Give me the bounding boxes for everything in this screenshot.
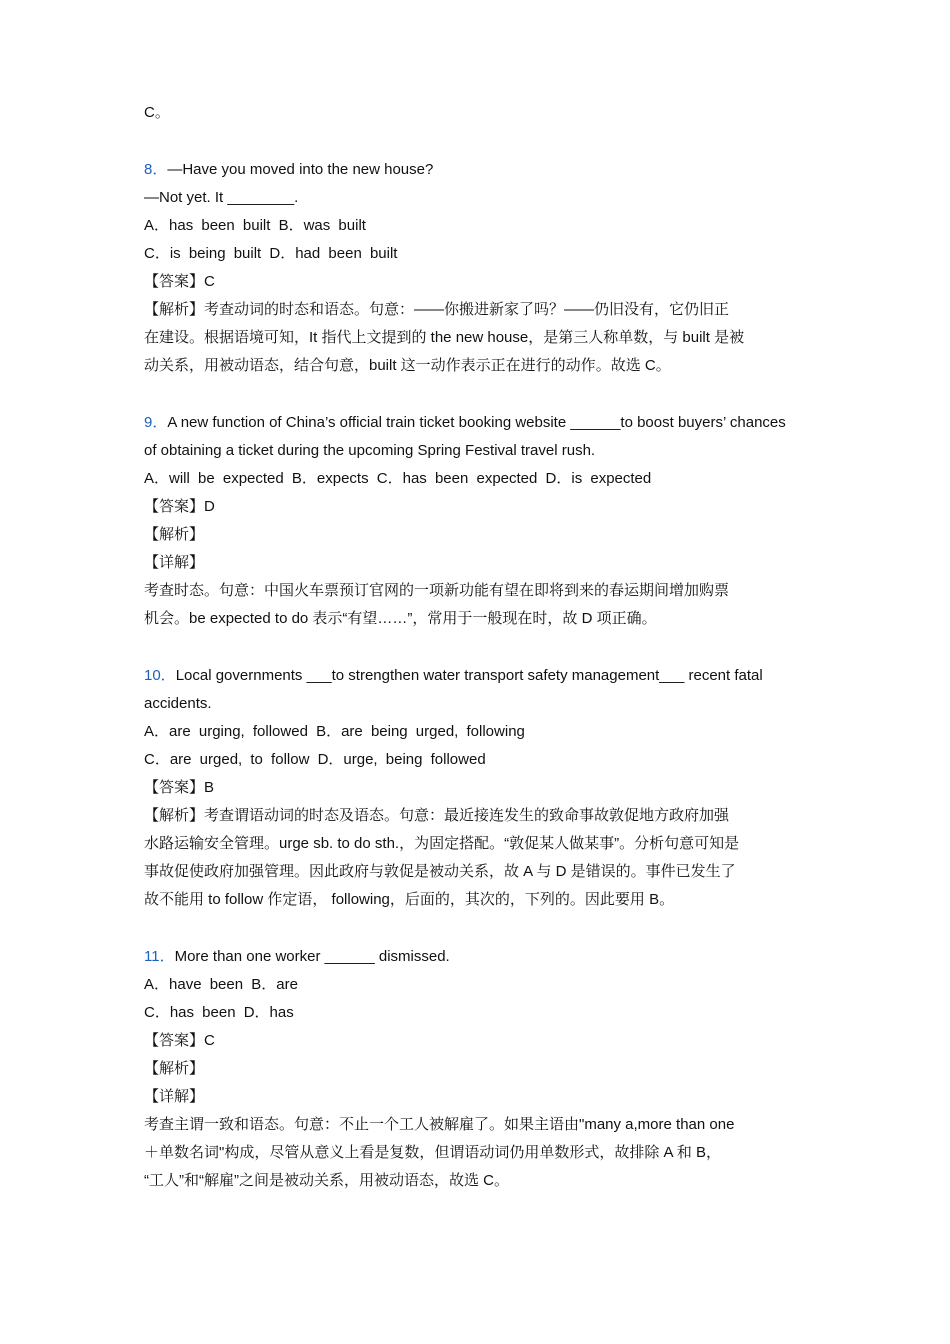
- option-line: C．has been D．has: [144, 1004, 294, 1021]
- option-line: A．have been B．are: [144, 976, 298, 993]
- question-10: [144, 662, 816, 914]
- analysis-line: 【解析】: [144, 1060, 205, 1077]
- option-line: A．has been built B．was built: [144, 217, 366, 234]
- question-stem-line: 8．—Have you moved into the new house?: [144, 161, 434, 178]
- question-number: 9．: [144, 414, 168, 431]
- option-line: C．is being built D．had been built: [144, 245, 398, 262]
- question-stem-line: of obtaining a ticket during the upcoming Spring Festival travel rush.: [144, 442, 596, 459]
- option-line: A．will be expected B．expects C．has been expected D．is expected: [144, 470, 652, 487]
- analysis-line: 动关系，用被动语态，结合句意，built 这一动作表示正在进行的动作。故选 C。: [144, 357, 671, 374]
- answer-line: 【答案】B: [144, 779, 215, 796]
- analysis-line: 考查时态。句意：中国火车票预订官网的一项新功能有望在即将到来的春运期间增加购票: [144, 582, 730, 599]
- analysis-line: 水路运输安全管理。urge sb. to do sth.，为固定搭配。“敦促某人做某事”。分析句意可知是: [144, 835, 740, 852]
- question-8: [144, 156, 816, 380]
- analysis-line: 【解析】考查动词的时态和语态。句意：——你搬进新家了吗？——仍旧没有，它仍旧正: [144, 301, 730, 318]
- answer-line: 【答案】C: [144, 273, 215, 290]
- option-line: C．are urged, to follow D．urge, being followed: [144, 751, 486, 768]
- document-content: [144, 99, 816, 1195]
- analysis-line: 事故促使政府加强管理。因此政府与敦促是被动关系，故 A 与 D 是错误的。事件已发生了: [144, 863, 736, 880]
- previous-answer-tail: C。: [144, 104, 170, 121]
- answer-line: 【答案】D: [144, 498, 215, 515]
- question-stem-line: 9．A new function of China’s official train ticket booking website ______to boost buyers’ chances: [144, 414, 786, 431]
- analysis-line: 考查主谓一致和语态。句意：不止一个工人被解雇了。如果主语由"many a,more than one: [144, 1116, 735, 1133]
- analysis-line: ＋单数名词"构成，尽管从意义上看是复数，但谓语动词仍用单数形式，故排除 A 和 B，: [144, 1144, 722, 1161]
- question-stem-line: 10．Local governments ___to strengthen water transport safety management___ recent fatal: [144, 667, 763, 684]
- analysis-line: 【解析】: [144, 526, 205, 543]
- question-stem-line: accidents.: [144, 695, 212, 712]
- analysis-line: 在建设。根据语境可知，It 指代上文提到的 the new house，是第三人称单数，与 built 是被: [144, 329, 745, 346]
- question-stem-line: —Not yet. It ________.: [144, 189, 299, 206]
- analysis-line: 【详解】: [144, 1088, 205, 1105]
- question-11: [144, 943, 816, 1195]
- analysis-line: 【详解】: [144, 554, 205, 571]
- question-number: 11．: [144, 948, 175, 965]
- analysis-line: 机会。be expected to do 表示“有望……”，常用于一般现在时，故 D 项正确。: [144, 610, 657, 627]
- answer-line: 【答案】C: [144, 1032, 215, 1049]
- analysis-line: “工人”和“解雇”之间是被动关系，用被动语态，故选 C。: [144, 1172, 509, 1189]
- question-stem-line: 11．More than one worker ______ dismissed.: [144, 948, 450, 965]
- question-number: 10．: [144, 667, 176, 684]
- analysis-line: 【解析】考查谓语动词的时态及语态。句意：最近接连发生的致命事故敦促地方政府加强: [144, 807, 730, 824]
- option-line: A．are urging, followed B．are being urged, following: [144, 723, 525, 740]
- question-number: 8．: [144, 161, 168, 178]
- question-9: [144, 409, 816, 633]
- analysis-line: 故不能用 to follow 作定语， following，后面的，其次的，下列的。因此要用 B。: [144, 891, 675, 908]
